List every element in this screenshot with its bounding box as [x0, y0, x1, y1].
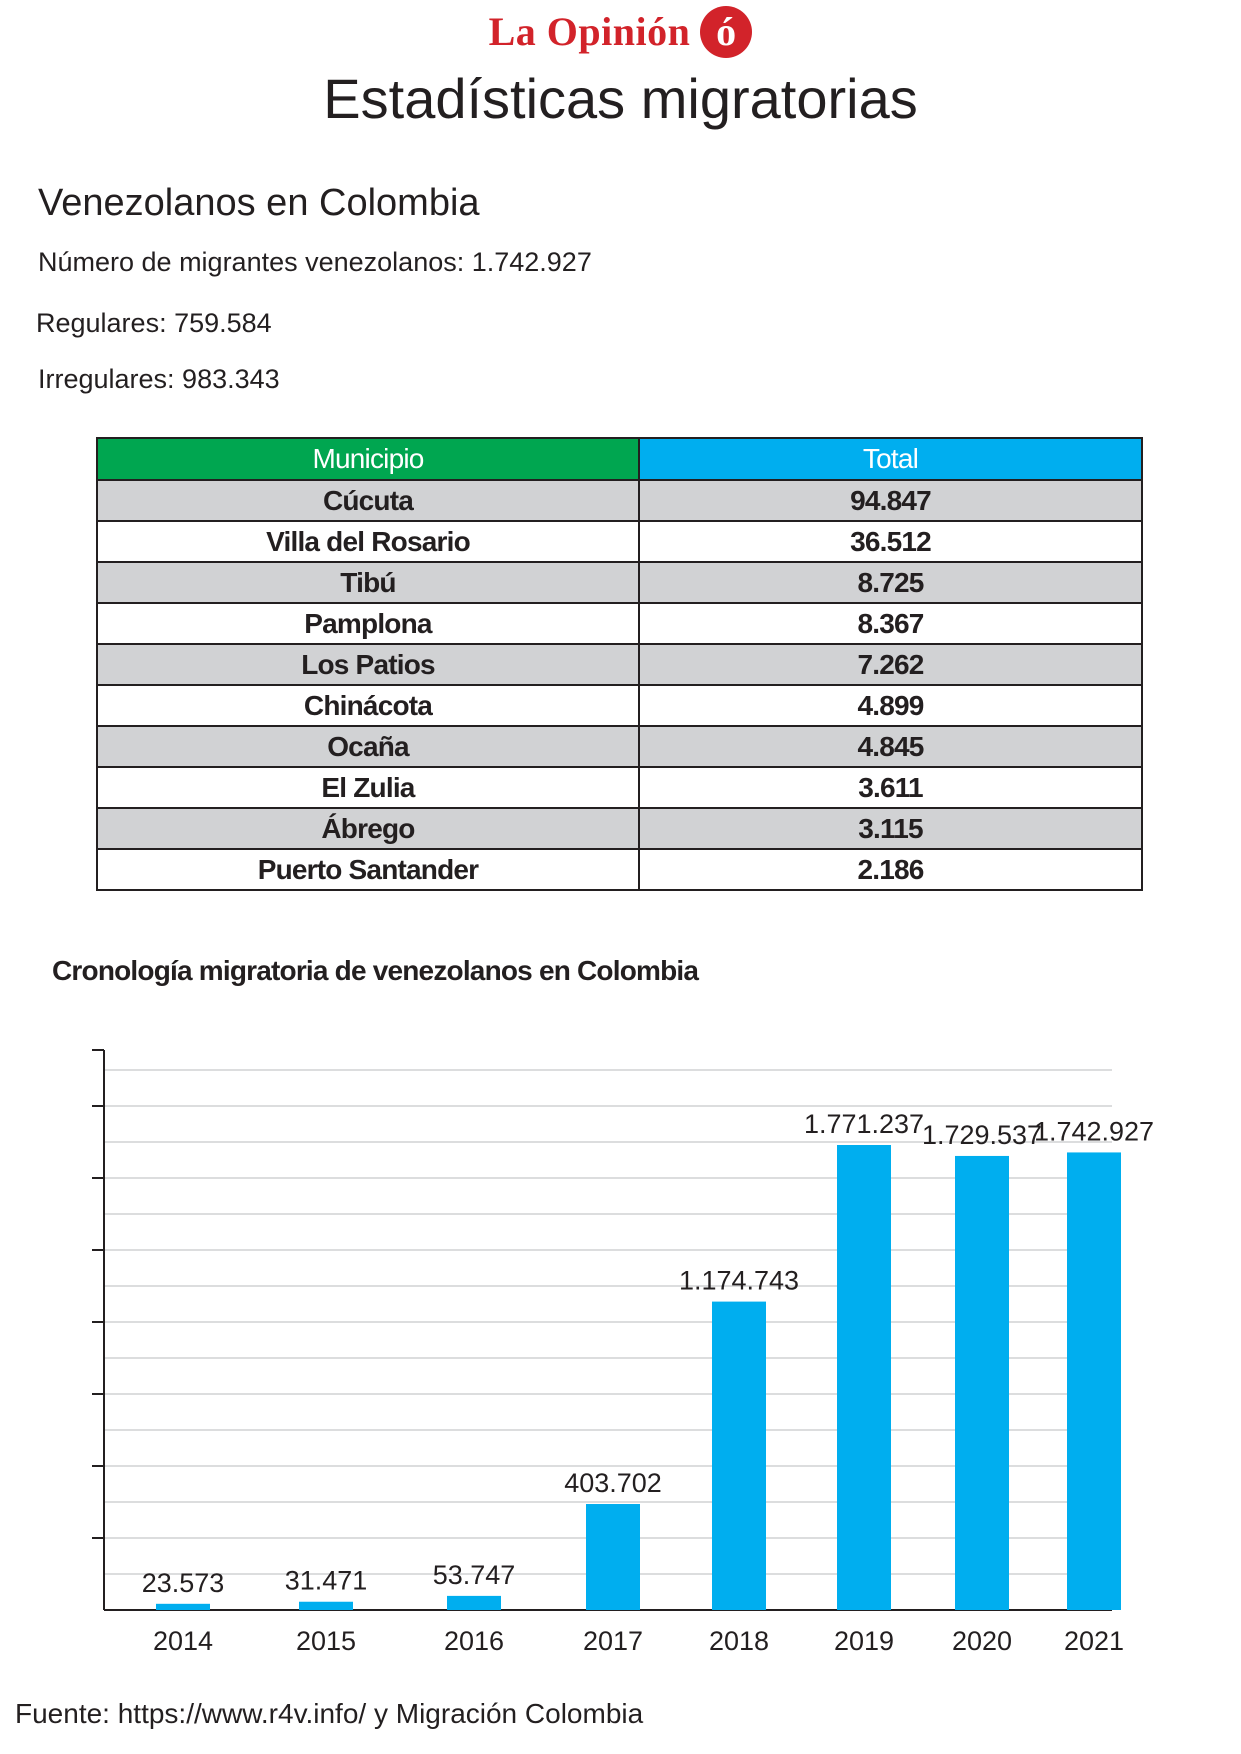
- chart-title: Cronología migratoria de venezolanos en Colombia: [52, 955, 699, 986]
- bar-2019: [837, 1145, 891, 1610]
- municipio-cell: Puerto Santander: [97, 849, 639, 890]
- bar-2021: [1067, 1152, 1121, 1610]
- x-tick-label-2014: 2014: [152, 1626, 214, 1656]
- source-note: Fuente: https://www.r4v.info/ y Migración Colombia: [15, 1698, 644, 1729]
- section-title: Venezolanos en Colombia: [38, 182, 480, 224]
- irregular-migrants: Irregulares: 983.343: [38, 364, 280, 394]
- bar-2015: [299, 1602, 353, 1610]
- data-label-2014: 23.573: [141, 1567, 225, 1598]
- data-label-2018: 1.174.743: [678, 1265, 800, 1296]
- x-tick-label-2016: 2016: [443, 1626, 505, 1656]
- bar-chart: [0, 1040, 1241, 1660]
- header-municipio: Municipio: [97, 438, 639, 480]
- municipio-cell: Villa del Rosario: [97, 521, 639, 562]
- total-cell: 94.847: [639, 480, 1142, 521]
- total-cell: 7.262: [639, 644, 1142, 685]
- municipio-cell: Ocaña: [97, 726, 639, 767]
- table-row: [97, 808, 1142, 849]
- bar-2018: [712, 1302, 766, 1610]
- municipio-cell: Chinácota: [97, 685, 639, 726]
- x-tick-label-2021: 2021: [1063, 1626, 1125, 1656]
- total-cell: 4.899: [639, 685, 1142, 726]
- data-label-2021: 1.742.927: [1033, 1116, 1155, 1147]
- x-tick-label-2019: 2019: [833, 1626, 895, 1656]
- table-row: [97, 603, 1142, 644]
- total-migrants: Número de migrantes venezolanos: 1.742.927: [38, 247, 592, 277]
- bar-2020: [955, 1156, 1009, 1610]
- brand-mark-icon: ó: [700, 6, 752, 58]
- total-cell: 3.611: [639, 767, 1142, 808]
- total-cell: 8.367: [639, 603, 1142, 644]
- data-label-2015: 31.471: [284, 1565, 368, 1596]
- municipio-cell: Pamplona: [97, 603, 639, 644]
- brand-logo: [0, 8, 1241, 58]
- table-row: [97, 726, 1142, 767]
- bar-2017: [586, 1504, 640, 1610]
- bar-2014: [156, 1604, 210, 1610]
- municipio-cell: Ábrego: [97, 808, 639, 849]
- data-label-2020: 1.729.537: [921, 1119, 1043, 1150]
- x-tick-label-2020: 2020: [951, 1626, 1013, 1656]
- municipio-cell: Los Patios: [97, 644, 639, 685]
- data-label-2019: 1.771.237: [803, 1109, 925, 1139]
- bar-2016: [447, 1596, 501, 1610]
- total-cell: 8.725: [639, 562, 1142, 603]
- x-tick-label-2018: 2018: [708, 1626, 770, 1656]
- regular-migrants: Regulares: 759.584: [36, 308, 272, 338]
- table-row: [97, 849, 1142, 890]
- total-cell: 36.512: [639, 521, 1142, 562]
- brand-name: La Opinión: [488, 9, 691, 54]
- data-label-2017: 403.702: [564, 1468, 662, 1499]
- table-row: [97, 767, 1142, 808]
- total-cell: 3.115: [639, 808, 1142, 849]
- municipality-table: [96, 437, 1143, 891]
- table-row: [97, 644, 1142, 685]
- table-row: [97, 685, 1142, 726]
- page-title: Estadísticas migratorias: [323, 67, 918, 130]
- table-row: [97, 480, 1142, 521]
- table-row: [97, 521, 1142, 562]
- municipio-cell: Cúcuta: [97, 480, 639, 521]
- x-tick-label-2017: 2017: [582, 1626, 644, 1656]
- municipio-cell: El Zulia: [97, 767, 639, 808]
- x-tick-label-2015: 2015: [295, 1626, 357, 1656]
- table-row: [97, 562, 1142, 603]
- header-total: Total: [639, 438, 1142, 480]
- total-cell: 2.186: [639, 849, 1142, 890]
- municipio-cell: Tibú: [97, 562, 639, 603]
- total-cell: 4.845: [639, 726, 1142, 767]
- data-label-2016: 53.747: [432, 1559, 516, 1590]
- table-header-row: [97, 438, 1142, 480]
